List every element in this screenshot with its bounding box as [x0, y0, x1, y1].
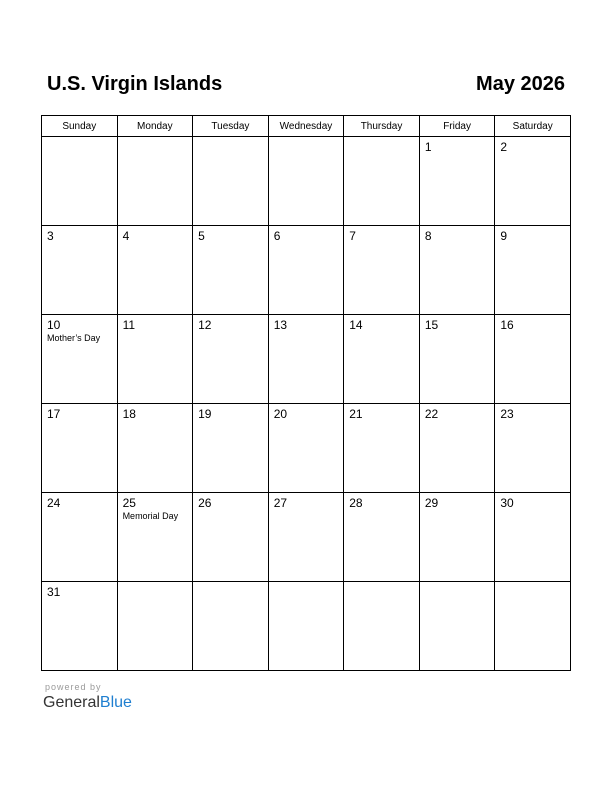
day-cell	[268, 137, 344, 226]
day-cell	[419, 493, 495, 582]
day-cell-content	[42, 493, 117, 513]
day-cell	[419, 137, 495, 226]
day-cell-content	[42, 315, 117, 347]
day-number: 31	[47, 585, 61, 599]
day-number: 23	[500, 407, 514, 421]
day-number: 16	[500, 318, 514, 332]
week-row	[42, 493, 571, 582]
month-title: May 2026	[476, 73, 565, 95]
day-cell-content	[420, 582, 495, 588]
day-cell-content	[344, 404, 419, 424]
day-number: 25	[122, 496, 136, 510]
day-cell-content	[420, 226, 495, 246]
day-number: 26	[198, 496, 212, 510]
calendar-body	[42, 137, 571, 671]
logo-general-text: General	[43, 694, 100, 711]
day-cell	[419, 582, 495, 671]
calendar-grid	[41, 115, 571, 671]
day-cell-content	[42, 582, 117, 602]
day-cell	[117, 493, 193, 582]
day-number: 9	[500, 229, 508, 243]
day-cell-content	[193, 315, 268, 335]
day-cell	[193, 493, 269, 582]
day-cell-content	[495, 137, 570, 157]
day-cell-content	[344, 315, 419, 335]
day-cell-content	[495, 315, 570, 335]
day-number: 10	[47, 318, 61, 332]
weekday-sunday: Sunday	[42, 116, 118, 137]
day-cell-content	[269, 404, 344, 424]
day-cell	[117, 226, 193, 315]
day-number: 28	[349, 496, 363, 510]
day-cell-content	[495, 404, 570, 424]
day-number: 12	[198, 318, 212, 332]
weekday-friday: Friday	[419, 116, 495, 137]
day-cell-content	[118, 493, 193, 525]
day-number: 18	[122, 407, 136, 421]
day-cell-content	[42, 226, 117, 246]
day-cell-content	[420, 315, 495, 335]
day-cell-content	[118, 315, 193, 335]
day-cell	[117, 582, 193, 671]
day-cell	[42, 404, 118, 493]
day-cell-content	[42, 404, 117, 424]
day-number: 7	[349, 229, 356, 243]
day-cell-content	[495, 493, 570, 513]
weekday-monday: Monday	[117, 116, 193, 137]
day-cell	[344, 582, 420, 671]
day-number: 29	[424, 496, 439, 510]
day-cell-content	[420, 493, 495, 513]
day-cell	[344, 315, 420, 404]
day-cell	[193, 137, 269, 226]
day-number: 3	[47, 229, 54, 243]
holiday-label: Memorial Day	[122, 511, 179, 521]
day-number: 11	[122, 318, 136, 332]
day-number: 22	[424, 407, 439, 421]
day-cell	[193, 582, 269, 671]
day-cell	[268, 493, 344, 582]
day-number: 5	[198, 229, 205, 243]
day-cell-content	[42, 137, 117, 143]
day-cell	[268, 582, 344, 671]
day-cell	[495, 226, 571, 315]
day-cell-content	[118, 137, 193, 143]
day-cell-content	[344, 226, 419, 246]
calendar-header	[47, 70, 565, 98]
day-cell-content	[193, 404, 268, 424]
day-cell	[268, 226, 344, 315]
day-number: 6	[273, 229, 281, 243]
day-cell	[42, 582, 118, 671]
day-cell-content	[193, 582, 268, 588]
day-number: 20	[273, 407, 288, 421]
day-cell-content	[344, 137, 419, 143]
brand-footer	[43, 682, 132, 713]
weekday-wednesday: Wednesday	[268, 116, 344, 137]
day-cell	[268, 315, 344, 404]
day-cell	[193, 226, 269, 315]
day-cell-content	[269, 582, 344, 588]
region-title: U.S. Virgin Islands	[47, 73, 223, 95]
day-cell-content	[344, 493, 419, 513]
day-cell	[42, 493, 118, 582]
generalblue-logo	[43, 693, 132, 713]
day-number: 15	[424, 318, 439, 332]
day-cell-content	[344, 582, 419, 588]
week-row	[42, 226, 571, 315]
day-number: 14	[349, 318, 363, 332]
day-cell	[344, 404, 420, 493]
week-row	[42, 315, 571, 404]
day-number: 19	[198, 407, 212, 421]
day-cell	[117, 137, 193, 226]
day-cell-content	[118, 404, 193, 424]
day-cell-content	[193, 137, 268, 143]
weekday-header-row	[42, 116, 571, 137]
day-cell-content	[269, 226, 344, 246]
day-number: 27	[273, 496, 288, 510]
day-cell	[495, 137, 571, 226]
day-cell	[419, 315, 495, 404]
day-cell	[344, 493, 420, 582]
week-row	[42, 582, 571, 671]
logo-blue-text: Blue	[99, 694, 132, 711]
day-cell	[42, 315, 118, 404]
day-number: 8	[424, 229, 432, 243]
day-number: 30	[500, 496, 514, 510]
day-number: 4	[122, 229, 130, 243]
holiday-label: Mother’s Day	[47, 333, 101, 343]
weekday-saturday: Saturday	[495, 116, 571, 137]
day-cell-content	[269, 493, 344, 513]
day-cell-content	[269, 137, 344, 143]
day-cell	[419, 404, 495, 493]
day-cell	[344, 137, 420, 226]
day-cell-content	[420, 137, 495, 157]
day-cell	[495, 315, 571, 404]
day-cell	[419, 226, 495, 315]
day-cell-content	[118, 582, 193, 588]
day-cell-content	[193, 226, 268, 246]
weekday-thursday: Thursday	[344, 116, 420, 137]
day-cell	[117, 315, 193, 404]
day-cell-content	[495, 582, 570, 588]
day-number: 2	[500, 140, 508, 154]
day-cell	[117, 404, 193, 493]
day-cell-content	[118, 226, 193, 246]
day-cell	[42, 226, 118, 315]
day-cell-content	[193, 493, 268, 513]
day-number: 13	[273, 318, 288, 332]
day-cell	[193, 315, 269, 404]
day-number: 17	[47, 407, 61, 421]
day-number: 24	[47, 496, 61, 510]
day-cell-content	[269, 315, 344, 335]
day-cell	[344, 226, 420, 315]
day-cell	[268, 404, 344, 493]
day-number: 1	[424, 140, 432, 154]
day-number: 21	[349, 407, 363, 421]
day-cell	[495, 404, 571, 493]
day-cell-content	[420, 404, 495, 424]
week-row	[42, 137, 571, 226]
weekday-tuesday: Tuesday	[193, 116, 269, 137]
day-cell	[495, 582, 571, 671]
day-cell	[42, 137, 118, 226]
powered-by-label: powered by	[45, 682, 102, 692]
week-row	[42, 404, 571, 493]
day-cell-content	[495, 226, 570, 246]
day-cell	[495, 493, 571, 582]
day-cell	[193, 404, 269, 493]
